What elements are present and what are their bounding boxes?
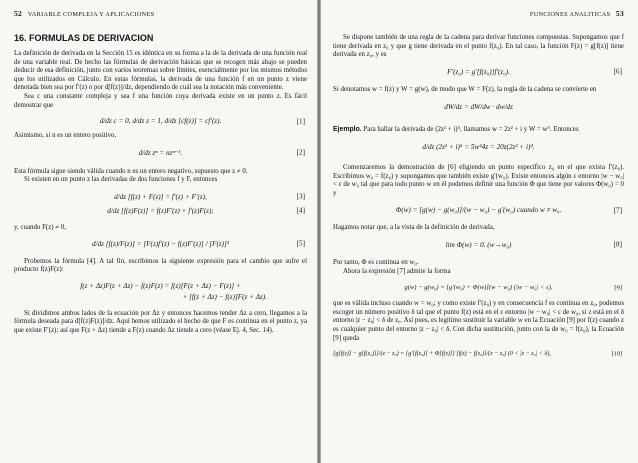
equation-6b [14, 293, 307, 302]
equation-r6-number: [6] [613, 67, 622, 76]
equation-9 [333, 283, 624, 292]
equation-chain-text: dW/dz = dW/dw · dw/dz [444, 103, 513, 112]
equation-1 [14, 117, 307, 126]
equation-10 [333, 350, 624, 359]
equation-5 [14, 240, 307, 249]
left-page-number: 52 [14, 9, 23, 18]
equation-7 [333, 206, 624, 215]
right-paragraph-7: que es válida incluso cuando w = w₀; y como existe f′(z₀) y en consecuencia f es continua en z₀, podemos escoger un número positivo δ tal que el punto f(z) está en el ε entorno |w − w₀| < ε de w₀, si z está en el δ entorno |z − z₀| < δ de z₀. Así pues, es legítimo sustituir la variable w en la Ecuación [9] por f(z) cuando z es cualquier punto del entorno |z − z₀| < δ. Con dicha sustitución, junto con la de w₀ = f(z₀), la Ecuación [9] queda [333, 300, 624, 342]
left-page [0, 0, 317, 463]
equation-example [333, 143, 624, 152]
right-running-head: FUNCIONES ANALITICAS [529, 11, 611, 18]
equation-10-text: [g[f(z)] − g[f(z₀)]]/(z − z₀) = {g′[f(z₀)] + Φ[f(z)]} [f(z) − f(z₀)]/(z − z₀) (0 < |z − z₀| < δ), [333, 351, 551, 358]
equation-4-text: d/dz [f(z)F(z)] = f(z)F′(z) + f′(z)F(z); [107, 206, 214, 215]
equation-7-number: [7] [613, 206, 622, 215]
right-page [321, 0, 638, 463]
left-paragraph-3: Asimismo, si n es un entero positivo, [14, 132, 117, 140]
equation-6a [14, 282, 307, 291]
equation-4 [14, 207, 307, 216]
equation-2-number: [2] [296, 148, 305, 157]
left-paragraph-2: Sea c una constante compleja y sea f una función cuya derivada existe en un punto z. Es fácil demostrar que [14, 92, 307, 109]
right-running-header [333, 9, 624, 20]
equation-1-text: d/dz c = 0, d/dz z = 1, d/dz [cf(z)] = cf′(z). [99, 117, 222, 126]
left-paragraph-5: Si existen en un punto z las derivadas de dos funciones f y F, entonces [24, 176, 218, 184]
equation-1-number: [1] [296, 117, 305, 126]
left-paragraph-8: Si dividimos ambos lados de la ecuación por Δz y entonces hacemos tender Δz a cero, llegamos a la fórmula deseada para d[f(z)F(z)]/dz. Aquí hemos utilizado el hecho de que F es continua en el punto z, ya que existe F′(z); así que F(z + Δz) tiende a F(z) cuando Δz tiende a cero (véase Ej. 4, Sec. 14). [14, 309, 307, 334]
equation-chain [333, 103, 624, 112]
equation-3-text: d/dz [f(z) + F(z)] = f′(z) + F′(z), [114, 192, 207, 201]
equation-10-number: [10] [611, 351, 622, 358]
equation-9-text: g(w) − g(w₀) = [g′(w₀) + Φ(w)](w − w₀) (|w − w₀| < ε), [404, 284, 553, 292]
right-paragraph-2: Si denotamos w = f(z) y W = g(w), de modo que W = F(z), la regla de la cadena se convierte en [333, 85, 597, 93]
equation-7-text: Φ(w) = [g(w) − g(w₀)]/(w − w₀) − g′(w₀) cuando w ≠ w₀. [395, 206, 562, 215]
equation-6a-text: f(z + Δz)F(z + Δz) − f(z)F(z) = f(z)[F(z + Δz) − F(z)] + [80, 281, 241, 290]
section-title: 16. FORMULAS DE DERIVACION [14, 33, 154, 43]
equation-8-text: lim Φ(w) = 0. (w→w₀) [445, 240, 512, 249]
equation-2 [14, 149, 307, 158]
example-label: Ejemplo. [333, 126, 362, 134]
equation-6b-text: + [f(z + Δz) − f(z)]F(z + Δz). [182, 292, 267, 301]
equation-3 [14, 193, 307, 202]
right-paragraph-4: Hagamos notar que, a la vista de la definición de derivada, [333, 224, 495, 232]
equation-5-text: d/dz [f(z)/F(z)] = [F(z)f′(z) − f(z)F′(z)] / [F(z)]² [92, 239, 229, 248]
right-paragraph-1: Se dispone también de una regla de la cadena para derivar funciones compuestas. Supongamos que f tiene derivada en z₀ y que g tiene derivada en el punto f(z₀). En tal caso, la función F(z) = g[f(z)] tiene derivada en z₀, y es [333, 34, 624, 59]
left-running-header [14, 9, 307, 20]
equation-example-text: d/dz (2z² + i)⁵ = 5w⁴4z = 20z(2z² + i)⁴. [422, 142, 535, 151]
equation-8-number: [8] [613, 240, 622, 249]
equation-2-text: d/dz zⁿ = nzⁿ⁻¹. [138, 148, 183, 157]
example-text: Para hallar la derivada de (2z² + i)⁵, llamamos w = 2z² + i y W = w⁵. Entonces [363, 126, 579, 134]
equation-r6 [333, 68, 624, 77]
equation-4-number: [4] [296, 206, 305, 215]
left-paragraph-1: La definición de derivada en la Sección 15 es idéntica en su forma a la de la derivada de una función real de una variable real. De hecho las fórmulas de derivación básicas que se recogen más abajo se pueden deducir de esa definición, junto con varios teoremas sobre límites, esencialmente por los mismos métodos que los utilizados en Cálculo. En estas fórmulas, la derivada de una función f en un punto z viene denotada bien sea por f′(z) o por d[f(z)]/dz, dependiendo de cuál sea la notación más conveniente. [14, 50, 307, 92]
example-paragraph [333, 126, 624, 135]
equation-5-number: [5] [296, 239, 305, 248]
right-paragraph-5: Por tanto, Φ es continua en w₀. [333, 258, 419, 266]
equation-r6-text: F′(z₀) = g′[f(z₀)]f′(z₀). [447, 67, 510, 76]
equation-9-number: [9] [614, 284, 622, 292]
right-paragraph-6: Ahora la expresión [7] admite la forma [343, 267, 451, 275]
right-page-number: 53 [615, 9, 624, 18]
left-running-head: VARIABLE COMPLEJA Y APLICACIONES [27, 11, 155, 18]
left-paragraph-7: Probemos la fórmula [4]. A tal fin, escribimos la siguiente expresión para el cambio que sufre el producto f(z)F(z): [14, 257, 307, 274]
left-paragraph-6: y, cuando F(z) ≠ 0, [14, 223, 66, 231]
left-paragraph-4: Esta fórmula sigue siendo válida cuando n es un entero negativo, supuesto que z ≠ 0. [14, 167, 248, 175]
equation-8 [333, 241, 624, 250]
right-paragraph-3: Comenzaremos la demostración de [6] eligiendo un punto específico z₀ en el que exista f′(z₀). Escribimos w₀ = f(z₀) y supongamos que también existe g′(w₀). Existe entonces algún ε entorno |w − w₀| < ε de w₀ tal que para todo punto w en él podemos definir una función Φ que tiene por valores Φ(w₀) = 0 y [333, 163, 624, 197]
equation-3-number: [3] [296, 192, 305, 201]
